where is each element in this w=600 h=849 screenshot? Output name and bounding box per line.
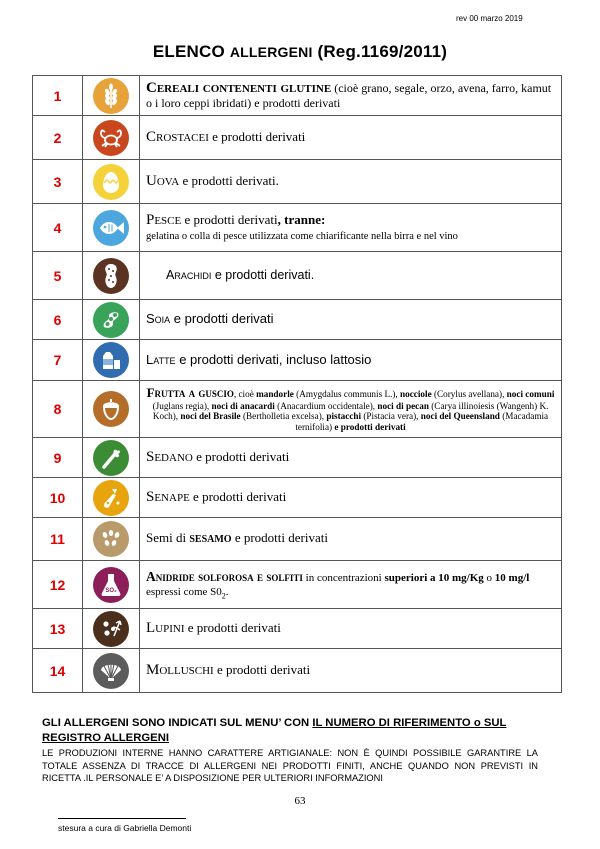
soy-icon: [93, 302, 129, 338]
allergen-number: 5: [33, 252, 83, 300]
allergen-number: 11: [33, 518, 83, 561]
allergen-note: gelatina o colla di pesce utilizzata come chiarificante nella birra e nel vino: [146, 231, 458, 243]
sesame-icon: [93, 521, 129, 557]
table-row: [33, 300, 562, 340]
title-part-b: ALLERGENI: [229, 44, 313, 60]
allergen-text: Frutta a guscio, cioè mandorle (Amygdalus communis L.), nocciole (Corylus avellana), noci comuni (Juglans regia), noci di anacardi (Anacardium occidentale), noci di pecan (Carya illinoiesis (Wangenh) K. Koch), noci del Brasile (Bertholletia excelsa), pistacchi (Pistacia vera), noci del Queensland (Macadamia ternifolia) e prodotti derivati: [146, 384, 555, 432]
allergen-name: Latte: [146, 351, 176, 367]
wheat-icon: [93, 78, 129, 114]
page-title: [0, 42, 600, 62]
allergen-text: e prodotti derivati: [231, 529, 328, 545]
allergen-number: 4: [33, 204, 83, 252]
allergen-exception: , tranne:: [277, 211, 326, 227]
table-row: [33, 340, 562, 381]
allergen-number: 14: [33, 649, 83, 693]
allergen-number: 2: [33, 116, 83, 160]
allergen-name: Lupini: [146, 619, 185, 636]
allergen-text: e prodotti derivati: [213, 661, 311, 677]
allergen-number: 1: [33, 76, 83, 116]
table-row: [33, 518, 562, 561]
allergen-description: [140, 252, 562, 300]
signature-divider: [58, 818, 186, 819]
allergen-description: [140, 204, 562, 252]
allergen-number: 6: [33, 300, 83, 340]
footer-heading-b: IL NUMERO DI RIFERIMENTO o SUL REGISTRO ALLERGENI: [42, 717, 507, 744]
table-row: [33, 561, 562, 609]
footer-heading-a: GLI ALLERGENI SONO INDICATI SUL MENU’ CON: [42, 717, 313, 729]
table-row: [33, 381, 562, 438]
allergen-text: e prodotti derivati: [181, 211, 278, 227]
table-row: [33, 438, 562, 478]
signature: stesura a cura di Gabriella Demonti: [58, 823, 192, 833]
nut-icon: [93, 391, 129, 427]
table-row: [33, 116, 562, 160]
footer-disclaimer: LE PRODUZIONI INTERNE HANNO CARATTERE ARTIGIANALE: NON È QUINDI POSSIBILE GARANTIRE LA TOTALE ASSENZA DI TRACCE DI ALLERGENI NEI PRODOTTI FINITI, ANCHE QUANDO NON PREVISTI IN RICETTA .IL PERSONALE E’ A DISPOSIZIONE PER ULTERIORI INFORMAZIONI: [42, 748, 538, 784]
allergen-number: 9: [33, 438, 83, 478]
allergen-text: e prodotti derivati: [184, 619, 281, 635]
allergen-text: e prodotti derivati.: [179, 172, 279, 188]
allergen-text: e prodotti derivati: [192, 448, 290, 464]
allergen-name: Anidride solforosa e solfiti: [146, 568, 303, 584]
allergen-text: e prodotti derivati, incluso lattosio: [175, 351, 372, 367]
table-row: [33, 478, 562, 518]
allergen-text: e prodotti derivati: [170, 311, 274, 327]
allergen-name: Frutta a guscio: [146, 384, 234, 400]
allergen-number: 8: [33, 381, 83, 438]
allergen-number: 13: [33, 609, 83, 649]
allergen-number: 7: [33, 340, 83, 381]
fish-icon: [93, 210, 129, 246]
shell-icon: [93, 653, 129, 689]
allergen-prefix: Semi di: [146, 529, 190, 545]
allergen-number: 10: [33, 478, 83, 518]
sulphite-icon: [93, 567, 129, 603]
allergen-name: Molluschi: [146, 661, 214, 678]
allergen-name: Crostacei: [146, 128, 209, 145]
allergen-number: 12: [33, 561, 83, 609]
table-row: [33, 204, 562, 252]
allergen-text: e prodotti derivati: [189, 488, 287, 504]
peanut-icon: [93, 258, 129, 294]
title-part-c: (Reg.1169/2011): [312, 42, 448, 61]
allergen-description: [140, 609, 562, 649]
allergen-description: [140, 160, 562, 204]
allergen-description: [140, 438, 562, 478]
table-row: [33, 160, 562, 204]
allergen-description: [140, 381, 562, 438]
title-part-a: ELENCO: [152, 42, 230, 61]
page-number: 63: [294, 795, 306, 807]
allergen-name: Pesce: [146, 211, 182, 228]
allergen-name: Soia: [146, 311, 171, 327]
milk-icon: [93, 342, 129, 378]
celery-icon: [93, 440, 129, 476]
allergen-description: [140, 76, 562, 116]
allergen-name: Cereali contenenti glutine: [146, 79, 332, 96]
allergen-description: [140, 340, 562, 381]
allergen-number: 3: [33, 160, 83, 204]
table-row: [33, 252, 562, 300]
allergen-text: (cioè grano, segale, orzo, avena, farro, kamut o i loro ceppi ibridati) e prodotti derivati: [146, 80, 552, 111]
allergen-description: Anidride solforosa e solfiti in concentrazioni superiori a 10 mg/Kg o 10 mg/l espressi come $S0_2$.: [140, 561, 562, 609]
allergen-description: [140, 300, 562, 340]
allergen-description: [140, 649, 562, 693]
allergen-name: sesamo: [189, 530, 232, 546]
table-row: [33, 609, 562, 649]
allergen-name: Arachidi: [166, 268, 212, 283]
sulphite-icon-label: SO₂: [105, 587, 117, 594]
allergen-name: Sedano: [146, 448, 193, 465]
revision-label: rev 00 marzo 2019: [456, 14, 523, 23]
mustard-icon: [93, 480, 129, 516]
allergen-description: [140, 478, 562, 518]
table-row: [33, 649, 562, 693]
allergen-text: e prodotti derivati.: [211, 268, 315, 283]
lupin-icon: [93, 611, 129, 647]
allergen-table: [32, 75, 562, 693]
allergen-text: e prodotti derivati: [208, 128, 306, 144]
footer-heading: [42, 716, 562, 745]
crab-icon: [93, 120, 129, 156]
table-row: [33, 76, 562, 116]
allergen-name: Senape: [146, 488, 190, 505]
allergen-description: [140, 518, 562, 561]
allergen-name: Uova: [146, 172, 180, 189]
allergen-description: [140, 116, 562, 160]
egg-icon: [93, 164, 129, 200]
